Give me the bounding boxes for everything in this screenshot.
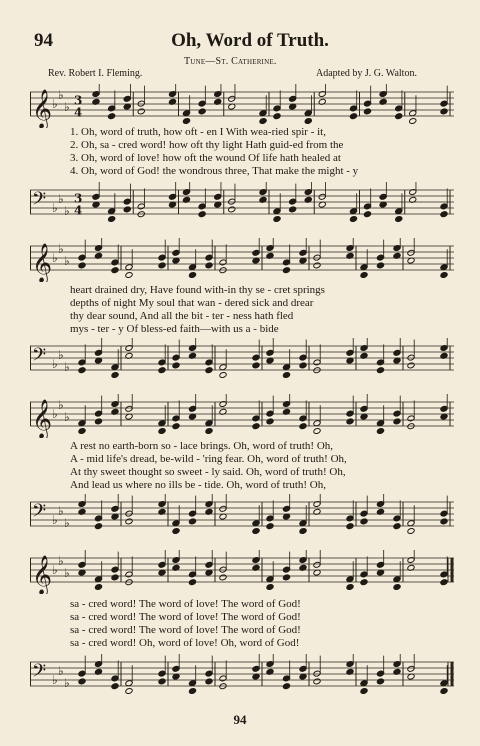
- note-head: [123, 206, 131, 213]
- verse-lyrics: [30, 598, 454, 650]
- lyric-line-verse-2: A - mid life's dread, be-wild - 'ring fear. Oh, word of truth! Oh,: [70, 453, 347, 465]
- note-head: [440, 579, 448, 586]
- lyric-line-verse-3: sa - cred word! The word of love! The word of God!: [70, 624, 301, 636]
- note-head: [228, 206, 236, 213]
- note-head: [219, 372, 227, 379]
- note-head: [393, 418, 401, 425]
- note-head: [393, 584, 401, 591]
- flat-icon: ♭: [52, 563, 58, 577]
- note-head: [188, 272, 196, 279]
- flat-icon: ♭: [52, 513, 58, 527]
- lyric-line-verse-3: At thy sweet thought so sweet - ly said. Oh, word of truth! Oh,: [70, 466, 346, 478]
- flat-icon: ♭: [64, 516, 70, 530]
- time-signature: 4: [74, 105, 83, 120]
- treble-clef-icon: 𝄞: [32, 243, 53, 282]
- tune-name: Tune—St. Catherine.: [184, 56, 277, 67]
- note-head: [376, 262, 384, 269]
- note-head: [158, 367, 166, 374]
- flat-icon: ♭: [58, 348, 64, 362]
- flat-icon: ♭: [52, 407, 58, 421]
- flat-icon: ♭: [58, 192, 64, 206]
- flat-icon: ♭: [52, 251, 58, 265]
- lyric-line-verse-2: 2. Oh, sa - cred word! how oft thy light Hath guid-ed from the: [70, 139, 344, 151]
- note-head: [111, 267, 119, 274]
- page-number: 94: [233, 712, 247, 727]
- note-head: [349, 113, 357, 120]
- lyric-line-verse-4: And lead us where no ills be - tide. Oh, word of truth! Oh,: [70, 479, 327, 491]
- note-head: [266, 418, 274, 425]
- flat-icon: ♭: [64, 254, 70, 268]
- note-head: [198, 108, 206, 115]
- note-head: [440, 518, 448, 525]
- note-head: [363, 211, 371, 218]
- note-head: [376, 367, 384, 374]
- note-head: [395, 113, 403, 120]
- note-head: [94, 418, 102, 425]
- flat-icon: ♭: [58, 504, 64, 518]
- note-head: [299, 528, 307, 535]
- lyric-line-verse-3: thy dear sound, And all the bit - ter - ness hath fled: [70, 310, 294, 322]
- bass-staff: [30, 654, 454, 698]
- treble-staff: [30, 84, 454, 128]
- note-head: [266, 523, 274, 530]
- note-head: [182, 118, 190, 125]
- flat-icon: ♭: [64, 204, 70, 218]
- note-head: [360, 518, 368, 525]
- note-head: [78, 428, 86, 435]
- flat-icon: ♭: [64, 410, 70, 424]
- lyric-line-verse-4: sa - cred word! Oh, word of love! Oh, word of God!: [70, 637, 300, 649]
- note-head: [111, 574, 119, 581]
- flat-icon: ♭: [64, 676, 70, 690]
- note-head: [313, 678, 321, 685]
- note-head: [252, 528, 260, 535]
- lyric-line-verse-1: heart drained dry, Have found with-in thy se - cret springs: [70, 284, 325, 296]
- note-head: [205, 678, 213, 685]
- note-head: [393, 523, 401, 530]
- hymn-number: 94: [34, 30, 53, 51]
- flat-icon: ♭: [58, 242, 64, 256]
- time-signature: 3: [74, 191, 83, 206]
- note-head: [346, 418, 354, 425]
- note-head: [346, 584, 354, 591]
- note-head: [282, 267, 290, 274]
- bass-clef-icon: 𝄢: [32, 661, 47, 686]
- note-head: [111, 683, 119, 690]
- note-head: [376, 428, 384, 435]
- note-head: [259, 118, 267, 125]
- arranger-credit: Adapted by J. G. Walton.: [316, 68, 417, 79]
- lyric-line-verse-2: sa - cred word! The word of love! The word of God!: [70, 611, 301, 623]
- note-head: [78, 678, 86, 685]
- note-head: [273, 216, 281, 223]
- note-head: [158, 678, 166, 685]
- note-head: [188, 579, 196, 586]
- bass-staff: [30, 338, 454, 382]
- treble-clef-icon: 𝄞: [32, 89, 53, 128]
- note-head: [360, 272, 368, 279]
- treble-staff: [30, 238, 454, 282]
- note-head: [349, 216, 357, 223]
- note-head: [304, 118, 312, 125]
- note-head: [299, 423, 307, 430]
- note-head: [252, 362, 260, 369]
- verse-lyrics: [30, 284, 454, 336]
- bass-clef-icon: 𝄢: [32, 189, 47, 214]
- time-signature: 3: [74, 93, 83, 108]
- note-head: [363, 108, 371, 115]
- note-head: [346, 523, 354, 530]
- note-head: [360, 688, 368, 695]
- note-head: [299, 362, 307, 369]
- note-head: [108, 113, 116, 120]
- note-head: [313, 262, 321, 269]
- time-signature: 4: [74, 203, 83, 218]
- music-system-2: [30, 234, 454, 384]
- note-head: [407, 362, 415, 369]
- note-head: [205, 367, 213, 374]
- note-head: [158, 428, 166, 435]
- note-head: [395, 216, 403, 223]
- lyric-line-verse-4: mys - ter - y Of bless-ed faith—with us a - bide: [70, 323, 279, 335]
- note-head: [282, 683, 290, 690]
- note-head: [78, 262, 86, 269]
- treble-clef-icon: 𝄞: [32, 399, 53, 438]
- treble-clef-icon: 𝄞: [32, 555, 53, 594]
- flat-icon: ♭: [58, 554, 64, 568]
- note-head: [360, 579, 368, 586]
- note-head: [125, 688, 133, 695]
- note-head: [94, 584, 102, 591]
- note-head: [440, 688, 448, 695]
- note-head: [137, 108, 145, 115]
- note-head: [440, 272, 448, 279]
- author-credit: Rev. Robert I. Fleming.: [48, 68, 143, 79]
- bass-clef-icon: 𝄢: [32, 345, 47, 370]
- lyric-line-verse-1: sa - cred word! The word of love! The word of God!: [70, 598, 301, 610]
- note-head: [125, 518, 133, 525]
- flat-icon: ♭: [52, 97, 58, 111]
- verse-lyrics: [30, 126, 454, 178]
- bass-staff: [30, 182, 454, 226]
- lyric-line-verse-1: A rest no earth-born so - lace brings. Oh, word of truth! Oh,: [70, 440, 334, 452]
- hymn-title: Oh, Word of Truth.: [171, 30, 329, 51]
- note-head: [440, 211, 448, 218]
- note-head: [219, 574, 227, 581]
- flat-icon: ♭: [52, 201, 58, 215]
- note-head: [273, 113, 281, 120]
- note-head: [407, 528, 415, 535]
- note-head: [266, 584, 274, 591]
- flat-icon: ♭: [64, 360, 70, 374]
- note-head: [376, 678, 384, 685]
- lyric-line-verse-4: 4. Oh, word of God! the wondrous three, That make the might - y: [70, 165, 359, 177]
- flat-icon: ♭: [58, 398, 64, 412]
- treble-staff: [30, 550, 454, 594]
- flat-icon: ♭: [64, 566, 70, 580]
- note-head: [125, 272, 133, 279]
- note-head: [158, 262, 166, 269]
- note-head: [78, 367, 86, 374]
- bass-staff: [30, 494, 454, 538]
- note-head: [289, 206, 297, 213]
- note-head: [188, 518, 196, 525]
- lyric-line-verse-1: 1. Oh, word of truth, how oft - en I With wea-ried spir - it,: [70, 126, 326, 138]
- music-system-1: [30, 80, 454, 230]
- verse-lyrics: [30, 440, 454, 492]
- lyric-line-verse-3: 3. Oh, word of love! how oft the wound Of life hath healed at: [70, 152, 341, 164]
- note-head: [282, 372, 290, 379]
- note-head: [111, 372, 119, 379]
- note-head: [252, 423, 260, 430]
- note-head: [313, 428, 321, 435]
- note-head: [205, 428, 213, 435]
- note-head: [409, 118, 417, 125]
- bass-clef-icon: 𝄢: [32, 501, 47, 526]
- flat-icon: ♭: [52, 673, 58, 687]
- flat-icon: ♭: [64, 100, 70, 114]
- lyric-line-verse-2: depths of night My soul that wan - dered sick and drear: [70, 297, 314, 309]
- flat-icon: ♭: [58, 88, 64, 102]
- note-head: [205, 262, 213, 269]
- music-system-4: [30, 546, 454, 706]
- note-head: [94, 523, 102, 530]
- music-system-3: [30, 390, 454, 540]
- flat-icon: ♭: [52, 357, 58, 371]
- treble-staff: [30, 394, 454, 438]
- note-head: [108, 216, 116, 223]
- note-head: [198, 211, 206, 218]
- note-head: [188, 688, 196, 695]
- note-head: [440, 108, 448, 115]
- note-head: [282, 574, 290, 581]
- note-head: [172, 423, 180, 430]
- note-head: [172, 528, 180, 535]
- flat-icon: ♭: [58, 664, 64, 678]
- note-head: [172, 362, 180, 369]
